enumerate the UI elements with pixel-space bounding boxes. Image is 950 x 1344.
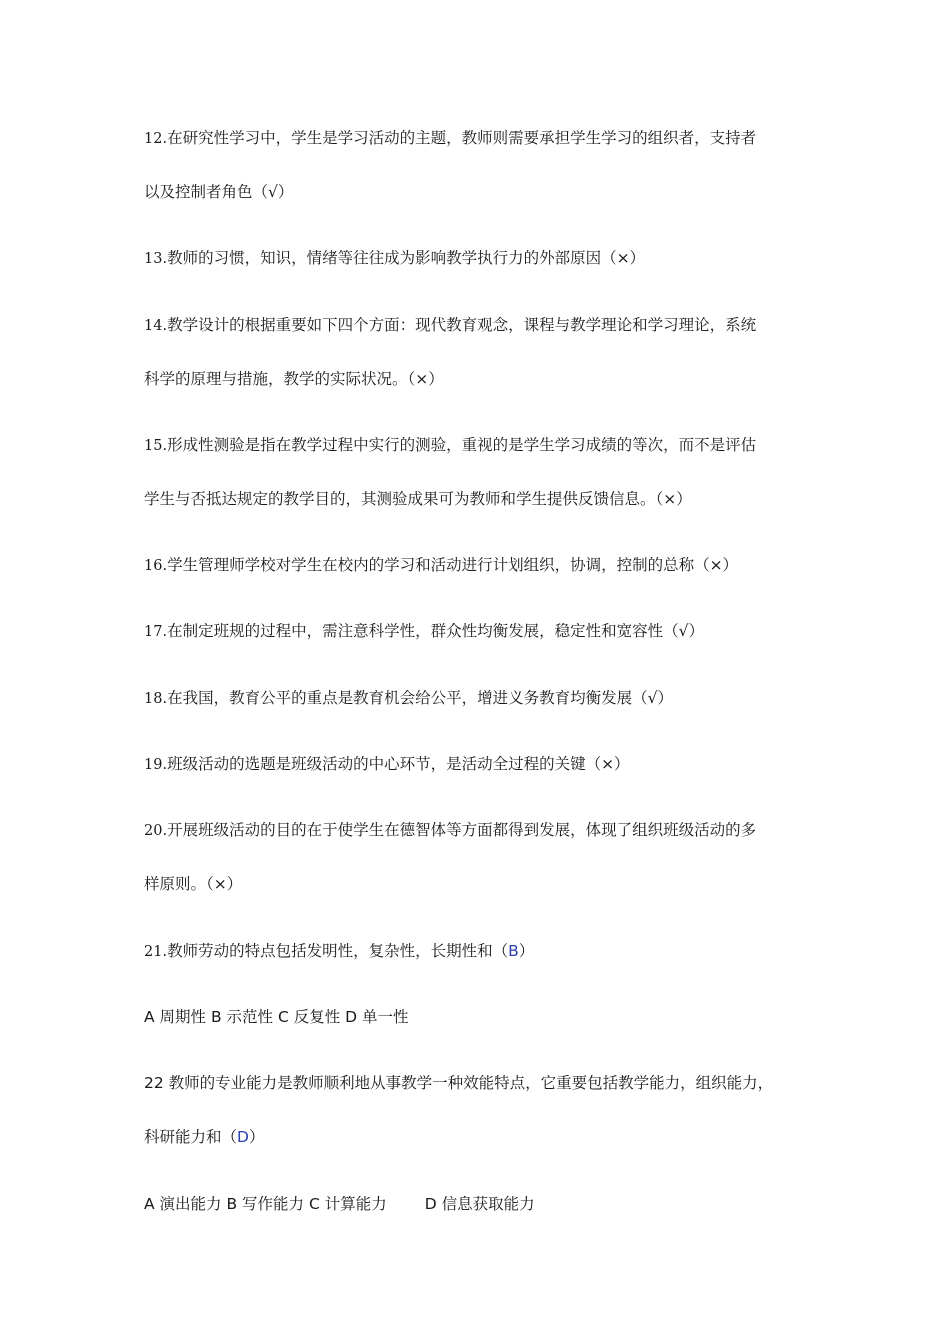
item-19-line-1: 19.班级活动的选题是班级活动的中心环节，是活动全过程的关键（×） xyxy=(144,755,630,773)
item-18-line-1: 18.在我国，教育公平的重点是教育机会给公平，增进义务教育均衡发展（√） xyxy=(144,689,673,707)
item-12-line-2: 以及控制者角色（√） xyxy=(144,183,294,201)
item-16-line-1: 16.学生管理师学校对学生在校内的学习和活动进行计划组织，协调，控制的总称（×） xyxy=(144,556,739,574)
item-12-line-1: 12.在研究性学习中，学生是学习活动的主题，教师则需要承担学生学习的组织者，支持者 xyxy=(144,129,757,147)
item-14-line-1: 14.教学设计的根据重要如下四个方面：现代教育观念，课程与教学理论和学习理论，系统 xyxy=(144,316,757,334)
item-17-line-1: 17.在制定班规的过程中，需注意科学性，群众性均衡发展，稳定性和宽容性（√） xyxy=(144,622,704,640)
question-21: 21.教师劳动的特点包括发明性，复杂性，长期性和（B） xyxy=(144,942,535,960)
item-20-line-2: 样原则。（×） xyxy=(144,875,243,893)
item-14-line-2: 科学的原理与措施，教学的实际状况。（×） xyxy=(144,370,444,388)
question-22-line-1: 22 教师的专业能力是教师顺利地从事教学一种效能特点，它重要包括教学能力，组织能力， xyxy=(144,1074,774,1092)
item-15-line-1: 15.形成性测验是指在教学过程中实行的测验，重视的是学生学习成绩的等次，而不是评估 xyxy=(144,436,757,454)
question-22-options: A 演出能力 B 写作能力 C 计算能力 D 信息获取能力 xyxy=(144,1195,535,1213)
item-15-line-2: 学生与否抵达规定的教学目的，其测验成果可为教师和学生提供反馈信息。（×） xyxy=(144,490,692,508)
question-21-options: A 周期性 B 示范性 C 反复性 D 单一性 xyxy=(144,1008,409,1026)
item-13-line-1: 13.教师的习惯，知识，情绪等往往成为影响教学执行力的外部原因（×） xyxy=(144,249,646,267)
answer-21: B xyxy=(508,942,519,960)
answer-22: D xyxy=(237,1128,249,1146)
item-20-line-1: 20.开展班级活动的目的在于使学生在德智体等方面都得到发展，体现了组织班级活动的多 xyxy=(144,821,757,839)
question-22-line-2: 科研能力和（D） xyxy=(144,1128,265,1146)
